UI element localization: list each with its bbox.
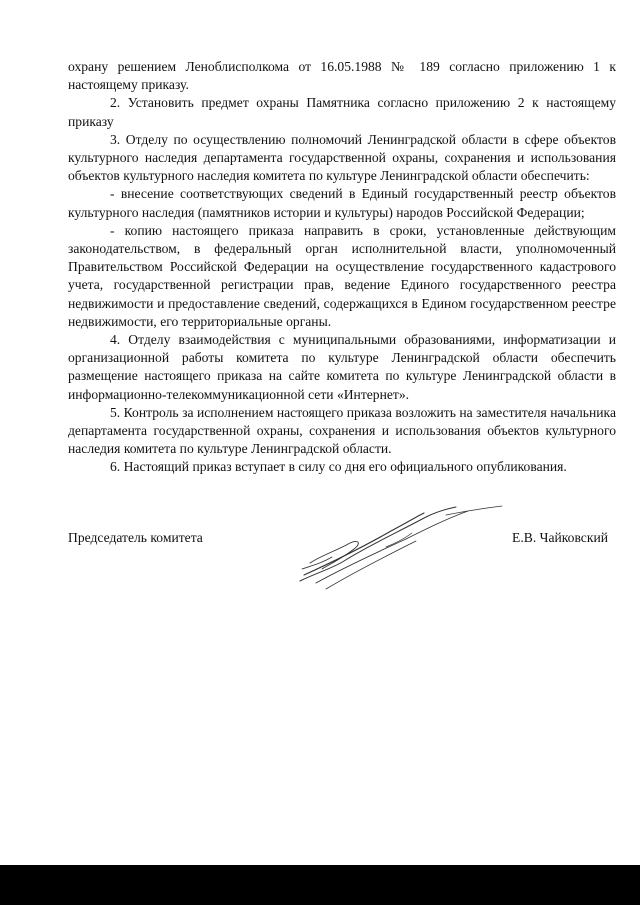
paragraph-6: 4. Отделу взаимодействия с муниципальными образованиями, информатизации и организационной работы комитета по культуре Ленинградской области обеспечить размещение настоящего приказа на сайте комитета по культуре Ленинградской области в информационно-телекоммуникационной сети «Интернет».: [68, 332, 616, 402]
paragraph-2: 2. Установить предмет охраны Памятника согласно приложению 2 к настоящему приказу: [68, 95, 616, 129]
handwritten-signature: [296, 503, 506, 593]
paragraph-7: 5. Контроль за исполнением настоящего приказа возложить на заместителя начальника департамента государственной охраны, сохранения и использования объектов культурного наследия комитета по культуре Ленинградской области.: [68, 404, 616, 457]
signatory-name: Е.В. Чайковский: [512, 530, 608, 545]
paragraph-4: - внесение соответствующих сведений в Единый государственный реестр объектов культурного наследия (памятников истории и культуры) народов Российской Федерации;: [68, 186, 616, 220]
paragraph-3: 3. Отделу по осуществлению полномочий Ленинградской области в сфере объектов культурного наследия департамента государственной охраны, сохранения и использования объектов культурного наследия комитета по культуре Ленинградской области обеспечить:: [68, 131, 616, 184]
order-body: [68, 58, 616, 477]
paragraph-1: охрану решением Леноблисполкома от 16.05.1988 № 189 согласно приложению 1 к настоящему приказу.: [68, 59, 616, 93]
signatory-title: Председатель комитета: [68, 530, 203, 545]
paragraph-5: - копию настоящего приказа направить в сроки, установленные действующим законодательством, в федеральный орган исполнительной власти, уполномоченный Правительством Российской Федерации на осуществление государственного кадастрового учета, государственной регистрации прав, ведение Единого государственного реестра недвижимости и предоставление сведений, содержащихся в Едином государственном реестре недвижимости, его территориальные органы.: [68, 222, 616, 329]
scan-bottom-border: [0, 865, 640, 905]
paragraph-8: 6. Настоящий приказ вступает в силу со дня его официального опубликования.: [110, 459, 567, 475]
